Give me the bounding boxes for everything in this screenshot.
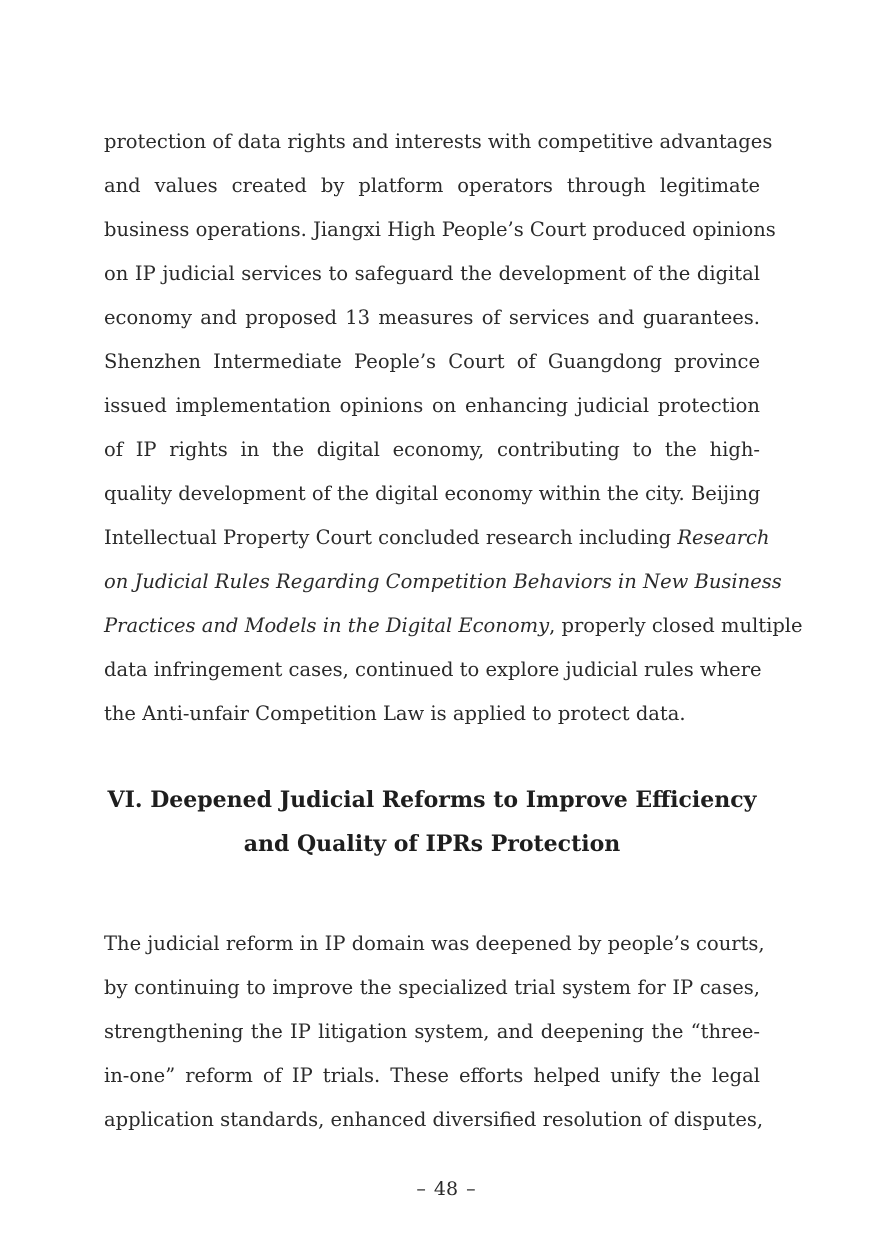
paragraph-1-line-14: the Anti-unfair Competition Law is applied to protect data. (104, 702, 686, 725)
paragraph-1-line-11 (104, 560, 782, 604)
paragraph-1-line-6: Shenzhen Intermediate People’s Court of Guangdong province (104, 350, 760, 373)
italic-title-part-2: on Judicial Rules Regarding Competition Behaviors in New Business (104, 570, 782, 593)
paragraph-1-line-12 (104, 604, 803, 648)
paragraph-1-line-4: on IP judicial services to safeguard the development of the digital (104, 262, 760, 285)
paragraph-2-line-5: application standards, enhanced diversified resolution of disputes, (104, 1108, 764, 1131)
line-10-text: Intellectual Property Court concluded research including (104, 526, 678, 549)
page-number (0, 1174, 892, 1204)
line-12-text: , properly closed multiple (549, 614, 803, 637)
paragraph-2-line-1: The judicial reform in IP domain was deepened by people’s courts, (104, 932, 765, 955)
paragraph-1-line-5: economy and proposed 13 measures of services and guarantees. (104, 306, 760, 329)
paragraph-2-line-2: by continuing to improve the specialized trial system for IP cases, (104, 976, 760, 999)
paragraph-1-line-1: protection of data rights and interests with competitive advantages (104, 130, 773, 153)
paragraph-1-line-9: quality development of the digital economy within the city. Beijing (104, 482, 761, 505)
italic-title-part-1: Research (677, 526, 770, 549)
page-number-dash-right: – (466, 1178, 476, 1200)
paragraph-1-line-10 (104, 516, 770, 560)
paragraph-1-line-2: and values created by platform operators through legitimate (104, 174, 760, 197)
paragraph-1-line-3: business operations. Jiangxi High People’s Court produced opinions (104, 218, 776, 241)
paragraph-1-line-7: issued implementation opinions on enhancing judicial protection (104, 394, 760, 417)
section-heading-line-2: and Quality of IPRs Protection (243, 831, 621, 857)
paragraph-2-line-3: strengthening the IP litigation system, and deepening the “three- (104, 1020, 760, 1043)
italic-title-part-3: Practices and Models in the Digital Economy (104, 614, 550, 637)
paragraph-2-line-4: in-one” reform of IP trials. These efforts helped unify the legal (104, 1064, 760, 1087)
paragraph-1-line-8: of IP rights in the digital economy, contributing to the high- (104, 438, 760, 461)
paragraph-1-line-13: data infringement cases, continued to explore judicial rules where (104, 658, 762, 681)
section-heading-line-1: VI. Deepened Judicial Reforms to Improve Efficiency (107, 787, 757, 813)
page-number-value: 48 (433, 1178, 459, 1200)
page-number-dash-left: – (416, 1178, 426, 1200)
